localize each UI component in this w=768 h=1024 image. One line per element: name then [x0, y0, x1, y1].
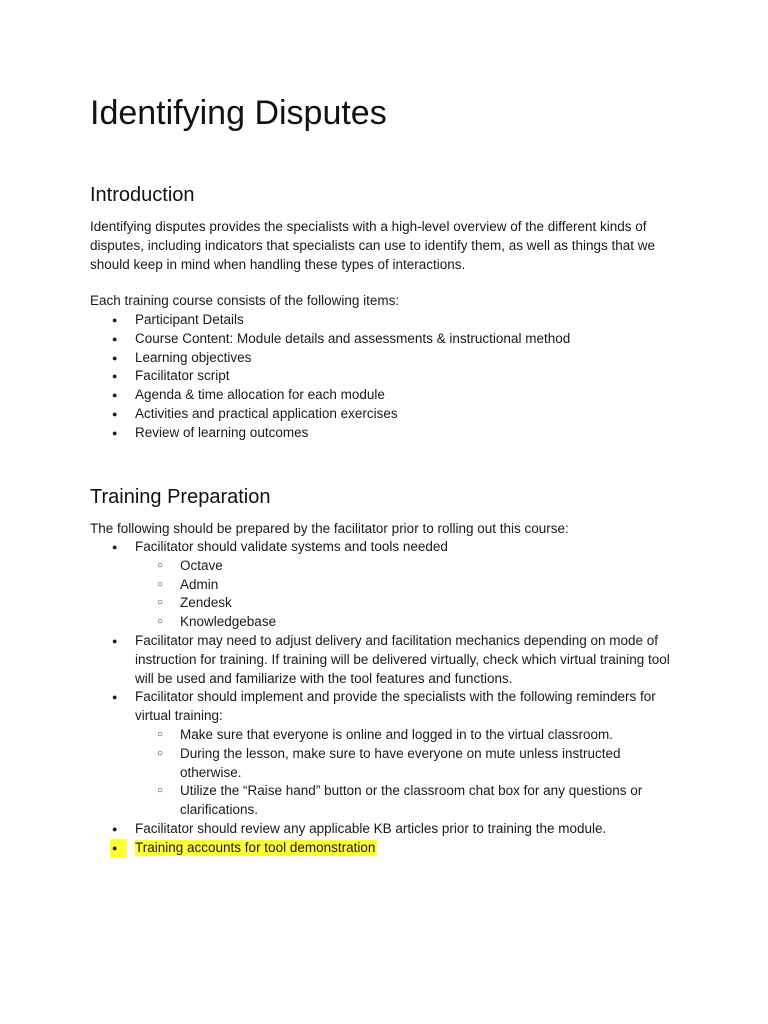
- list-item: [90, 538, 690, 632]
- list-item: ● Facilitator should review any applicable KB articles prior to training the module.: [90, 820, 690, 839]
- list-item-text: Facilitator should implement and provide the specialists with the following reminders for virtual training:: [135, 689, 656, 724]
- highlighted-list-item: [90, 839, 690, 858]
- introduction-heading: Introduction: [90, 184, 195, 206]
- list-item: ● Activities and practical application exercises: [90, 405, 690, 424]
- list-item: ● Agenda & time allocation for each module: [90, 386, 690, 405]
- list-item: ● Course Content: Module details and assessments & instructional method: [90, 330, 690, 349]
- highlighted-text: Training accounts for tool demonstration: [135, 839, 376, 855]
- sublist-item: ○ Knowledgebase: [135, 613, 660, 632]
- sublist-item: ○ Octave: [135, 557, 660, 576]
- list-item: ● Review of learning outcomes: [90, 424, 690, 443]
- list-item: ● Participant Details: [90, 311, 690, 330]
- training-preparation-paragraph: The following should be prepared by the facilitator prior to rolling out this course:: [90, 521, 569, 536]
- list-item: ● Learning objectives: [90, 349, 690, 368]
- course-items-list: [90, 311, 690, 443]
- sublist-item: ○ Admin: [135, 576, 660, 595]
- sublist-item: ○ Utilize the “Raise hand” button or the classroom chat box for any questions or clarifications.: [135, 782, 660, 820]
- preparation-list: [90, 538, 690, 858]
- list-item: ● Facilitator script: [90, 367, 690, 386]
- introduction-paragraph: Identifying disputes provides the specialists with a high-level overview of the different kinds of disputes, including indicators that specialists can use to identify them, as well as things that we should keep in mind when handling these types of interactions.: [90, 219, 656, 272]
- document-title: Identifying Disputes: [90, 94, 387, 132]
- course-items-intro: Each training course consists of the following items:: [90, 293, 400, 308]
- reminders-sublist: [135, 726, 690, 820]
- sublist-item: ○ During the lesson, make sure to have everyone on mute unless instructed otherwise.: [135, 745, 660, 783]
- list-item: [90, 688, 690, 820]
- list-item: ● Facilitator may need to adjust delivery and facilitation mechanics depending on mode of instruction for training. If training will be delivered virtually, check which virtual training tool will be used and familiarize with the tool features and functions.: [90, 632, 690, 688]
- list-item-text: Facilitator should validate systems and tools needed: [135, 539, 448, 554]
- sublist-item: ○ Zendesk: [135, 594, 660, 613]
- sublist-item: ○ Make sure that everyone is online and logged in to the virtual classroom.: [135, 726, 660, 745]
- training-preparation-heading: Training Preparation: [90, 486, 271, 508]
- tools-sublist: [135, 557, 690, 632]
